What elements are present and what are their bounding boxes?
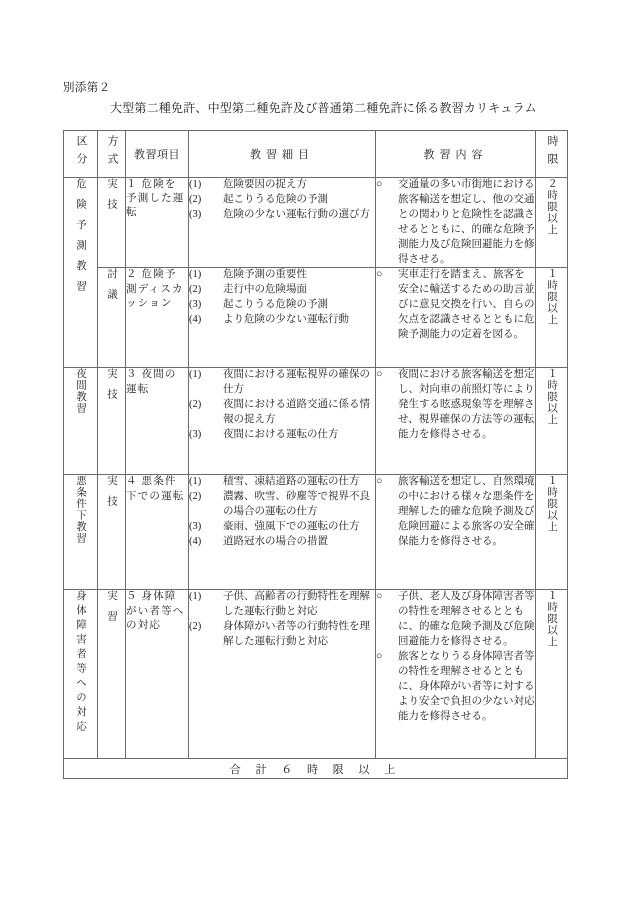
- item-label: ２ 危険予測ディスカッション: [126, 269, 184, 309]
- detail-number: (2): [189, 193, 202, 205]
- detail-item: [189, 475, 375, 490]
- content-item: [376, 475, 535, 550]
- detail-number: (3): [189, 299, 202, 311]
- cell-houshiki: [98, 475, 126, 590]
- header-label-houshiki: 方式: [106, 134, 118, 171]
- cell-item: [126, 268, 189, 368]
- content-text: 子供、老人及び身体障害者等の特性を理解させるとともに、的確な危険予測及び危険回避能力を修得させる。: [398, 591, 535, 648]
- detail-text: 豪雨、強風下での運転の仕方: [223, 521, 360, 533]
- cell-content: [376, 475, 536, 590]
- houshiki-label: 討議: [106, 268, 117, 310]
- cell-content: [376, 178, 536, 268]
- detail-list: [189, 590, 375, 650]
- detail-text: 濃霧、吹雪、砂塵等で視界不良の場合の運転の仕方: [223, 491, 370, 518]
- hours-label: １時限以上: [546, 475, 558, 533]
- houshiki-label: 実技: [106, 475, 117, 517]
- table-row: [64, 268, 568, 368]
- detail-text: 夜間における運転の仕方: [223, 429, 339, 441]
- table-row: [64, 178, 568, 268]
- cell-houshiki: [98, 178, 126, 268]
- content-text: 旅客となりうる身体障害者等の特性を理解させるとともに、身体障がい者等に対するより安全で負担の少ない対応能力を修得させる。: [398, 651, 535, 722]
- cell-content: [376, 368, 536, 475]
- detail-text: 夜間における運転視界の確保の仕方: [223, 369, 370, 396]
- header-cell-saimoku: [189, 131, 376, 178]
- header-label-koumoku: 教習項目: [134, 149, 180, 161]
- cell-houshiki: [98, 590, 126, 759]
- detail-text: 危険の少ない運転行動の選び方: [223, 208, 370, 220]
- header-label-jigen: 時限: [546, 134, 558, 171]
- detail-item: [189, 535, 375, 550]
- cell-details: [189, 590, 376, 759]
- detail-item: [189, 398, 375, 428]
- cell-hours: [536, 178, 568, 268]
- header-cell-kubun: [64, 131, 98, 178]
- item-label: ３ 夜間の運転: [126, 369, 177, 395]
- detail-list: [189, 268, 375, 328]
- cell-hours: [536, 268, 568, 368]
- detail-number: (3): [189, 521, 202, 533]
- item-label: １ 危険を予測した運転: [126, 179, 185, 219]
- circle-marker-icon: ○: [376, 269, 383, 281]
- detail-number: (4): [189, 314, 202, 326]
- detail-number: (1): [189, 476, 202, 488]
- cell-content: [376, 590, 536, 759]
- cell-details: [189, 178, 376, 268]
- cell-hours: [536, 475, 568, 590]
- table-row: [64, 368, 568, 475]
- circle-marker-icon: ○: [376, 651, 383, 663]
- cell-details: [189, 475, 376, 590]
- cell-kubun: [64, 178, 98, 368]
- cell-item: [126, 590, 189, 759]
- detail-number: (3): [189, 429, 202, 441]
- table-row: [64, 475, 568, 590]
- table-row: [64, 590, 568, 759]
- header-label-saimoku: 教習細目: [250, 149, 314, 161]
- cell-total: [64, 759, 568, 779]
- detail-text: 走行中の危険場面: [223, 284, 307, 296]
- detail-item: [189, 520, 375, 535]
- detail-item: [189, 620, 375, 650]
- content-item: [376, 268, 535, 343]
- detail-item: [189, 490, 375, 520]
- detail-text: 身体障がい者等の行動特性を理解した運転行動と対応: [223, 621, 370, 648]
- cell-content: [376, 268, 536, 368]
- detail-item: [189, 313, 375, 328]
- detail-item: [189, 208, 375, 223]
- cell-details: [189, 268, 376, 368]
- detail-text: 起こりうる危険の予測: [223, 299, 328, 311]
- detail-text: 道路冠水の場合の措置: [223, 536, 328, 548]
- hours-label: １時限以上: [546, 268, 558, 326]
- header-label-kubun: 区分: [75, 134, 87, 171]
- content-list: [376, 368, 535, 443]
- curriculum-table: [63, 130, 568, 779]
- houshiki-label: 実技: [106, 368, 117, 410]
- detail-number: (2): [189, 621, 202, 633]
- cell-kubun: [64, 475, 98, 590]
- detail-number: (3): [189, 208, 202, 220]
- content-item: [376, 650, 535, 725]
- content-item: [376, 178, 535, 267]
- detail-text: より危険の少ない運転行動: [223, 314, 349, 326]
- cell-details: [189, 368, 376, 475]
- detail-number: (2): [189, 399, 202, 411]
- houshiki-label: 実習: [106, 590, 117, 632]
- kubun-label: 夜間教習: [75, 368, 86, 415]
- detail-text: 夜間における道路交通に係る情報の捉え方: [223, 399, 370, 426]
- detail-item: [189, 193, 375, 208]
- detail-item: [189, 268, 375, 283]
- content-text: 旅客輸送を想定し、自然環境の中における様々な悪条件を理解した的確な危険予測及び危険回避による旅客の安全確保能力を修得させる。: [398, 476, 535, 548]
- header-cell-jigen: [536, 131, 568, 178]
- cell-hours: [536, 590, 568, 759]
- item-label: ４ 悪条件下での運転: [126, 476, 185, 502]
- detail-item: [189, 178, 375, 193]
- detail-item: [189, 283, 375, 298]
- content-item: [376, 368, 535, 443]
- detail-list: [189, 475, 375, 550]
- cell-item: [126, 178, 189, 268]
- detail-number: (1): [189, 369, 202, 381]
- detail-list: [189, 368, 375, 443]
- detail-text: 積雪、凍結道路の運転の仕方: [223, 476, 360, 488]
- detail-number: (2): [189, 284, 202, 296]
- cell-kubun: [64, 590, 98, 759]
- cell-houshiki: [98, 368, 126, 475]
- item-label: ５ 身体障がい者等への対応: [126, 591, 185, 631]
- kubun-label: 危険予測教習: [75, 178, 86, 301]
- detail-text: 危険要因の捉え方: [223, 179, 307, 190]
- detail-text: 危険予測の重要性: [223, 269, 307, 281]
- circle-marker-icon: ○: [376, 179, 383, 190]
- table-total-row: [64, 759, 568, 779]
- houshiki-label: 実技: [106, 178, 117, 219]
- kubun-label: 悪条件下教習: [75, 475, 86, 545]
- hours-label: １時限以上: [546, 368, 558, 426]
- page-title: 大型第二種免許、中型第二種免許及び普通第二種免許に係る教習カリキュラム: [110, 101, 537, 115]
- content-list: [376, 268, 535, 343]
- header-cell-naiyou: [376, 131, 536, 178]
- cell-houshiki: [98, 268, 126, 368]
- cell-item: [126, 368, 189, 475]
- content-text: 実車走行を踏まえ、旅客を安全に輸送するための助言並びに意見交換を行い、自らの欠点を認識させるとともに危険予測能力の定着を図る。: [398, 269, 535, 341]
- detail-number: (2): [189, 491, 202, 503]
- detail-item: [189, 368, 375, 398]
- detail-number: (1): [189, 179, 202, 190]
- content-text: 交通量の多い市街地における旅客輸送を想定し、他の交通との関わりと危険性を認識させるとともに、的確な危険予測能力及び危険回避能力を修得させる。: [398, 179, 535, 265]
- circle-marker-icon: ○: [376, 369, 383, 381]
- content-item: [376, 590, 535, 650]
- header-label-naiyou: 教習内容: [423, 149, 488, 161]
- content-list: [376, 475, 535, 550]
- kubun-label: 身体障害者等への対応: [75, 590, 86, 736]
- cell-kubun: [64, 368, 98, 475]
- detail-number: (1): [189, 591, 202, 603]
- detail-item: [189, 428, 375, 443]
- circle-marker-icon: ○: [376, 591, 383, 603]
- total-label: 合 計 ６ 時 限 以 上: [229, 763, 402, 776]
- content-list: [376, 590, 535, 724]
- detail-text: 起こりうる危険の予測: [223, 193, 328, 205]
- table-header-row: [64, 131, 568, 178]
- header-cell-koumoku: [126, 131, 189, 178]
- detail-text: 子供、高齢者の行動特性を理解した運転行動と対応: [223, 591, 370, 618]
- content-text: 夜間における旅客輸送を想定し、対向車の前照灯等により発生する眩惑現象等を理解させ、視界確保の方法等の運転能力を修得させる。: [398, 369, 535, 441]
- content-list: [376, 178, 535, 267]
- detail-number: (4): [189, 536, 202, 548]
- header-cell-houshiki: [98, 131, 126, 178]
- detail-item: [189, 590, 375, 620]
- detail-number: (1): [189, 269, 202, 281]
- attachment-label: 別添第２: [63, 82, 111, 94]
- cell-item: [126, 475, 189, 590]
- hours-label: ２時限以上: [546, 178, 558, 236]
- detail-list: [189, 178, 375, 223]
- cell-hours: [536, 368, 568, 475]
- detail-item: [189, 298, 375, 313]
- circle-marker-icon: ○: [376, 476, 383, 488]
- hours-label: １時限以上: [546, 590, 558, 648]
